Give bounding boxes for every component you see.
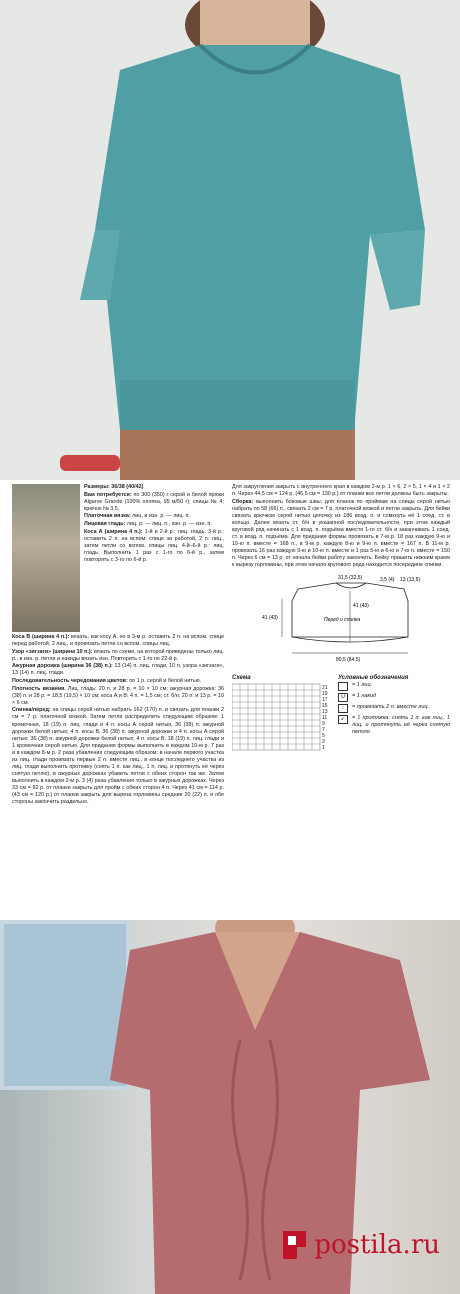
dim-side: 41 (43) <box>262 615 278 622</box>
lace-heading: Ажурная дорожка (ширина 36 (38) п.): <box>12 663 113 670</box>
dim-center: 41 (43) <box>353 603 369 610</box>
body-heading: Спинка/перед: <box>12 707 51 714</box>
chart-row-number: 21 <box>322 685 328 692</box>
top-photo-blue-sweater <box>0 0 460 480</box>
chart-row-number: 3 <box>322 739 325 746</box>
garter-heading: Платочная вязка: <box>84 513 131 520</box>
chart-row-number: 5 <box>322 733 325 740</box>
chart-row-number: 19 <box>322 691 328 698</box>
materials-heading: Вам потребуется: <box>84 491 132 498</box>
materials-text: по 300 (350) г серой и белой пряжи Algarve Grande (100% хлопка, 95 м/50 г); спицы № 4; крючок № 3,5. <box>84 491 224 512</box>
color-text: по 1 р. серой и белой нитью. <box>129 678 202 685</box>
legend <box>338 675 450 755</box>
legend-item <box>338 693 450 702</box>
postila-logo-icon <box>280 1228 310 1262</box>
gauge-heading: Плотность вязания. <box>12 685 66 692</box>
skp-icon: ↙ <box>338 715 348 724</box>
chart-grid <box>232 682 332 752</box>
legend-title: Условные обозначения <box>338 675 409 682</box>
gauge-text: Лиц. гладь: 20 п. и 28 р. = 10 × 10 см; ажурная дорожка: 36 (38) п. и 28 р. = 18,5 (19,5) × 10 см; коса А и В: 4 п. = 1,5 см; ст. б/н: 20 п. и 13 р. = 10 × 6 см. <box>12 685 224 706</box>
model-thumbnail <box>12 484 80 632</box>
garter-text: лиц. и изн. р. — лиц. п. <box>132 513 190 520</box>
cable-a-text: 1-й и 2-й р.: лиц. гладь. 3-й р.: оставить 2 п. на вспом. спице за работой, 2 п. лиц., затем петли со вспом. спицы лиц. 4-й–6-й р.: лиц. гладь. Выполнить 1 раз с 1-го по 6-й р., затем повторять с 3-го по 6-й р. <box>84 528 224 563</box>
legend-text: = провязать 2 п. вместе лиц. <box>352 704 430 711</box>
pattern-left-column <box>12 484 224 807</box>
yarn-over-icon: U <box>338 693 348 702</box>
cable-b-text: вязать, как косу А, но в 3-м р. оставить 2 п. на вспом. спице перед работой, 2 лиц., и провязать петли со вспом. спицы лиц. <box>12 634 224 648</box>
chart-row-number: 15 <box>322 703 328 710</box>
body-text: на спицы серой нитью набрать 162 (170) п. и связать для планки 2 см = 7 р. платочной вязкой. Затем петли распределить следующим образом: 1 кромочная, 18 (19) п. лиц. глади и 4 п. косы А серой нитью, 36 (38) п. ажурной дорожки белой нитью; 4 п. косы В, 36 (38) п. ажурной дорожки и 4 п. косы А серой нитью; 36 (38) п. ажурной дорожки белой нитью; 4 п. косы В, 18 (19) п. лиц. глади и 1 кромочная серой нитью. Для придания формы выполнить в каждом 10-м р. 7 раз и в каждом 8-м р. 2 раза убавления следующим образом: в начале первого участка из лиц. глади провязать первые 2 п. вместе лиц., в конце последнего участка из лиц. глади выполнить протяжку (снять 1 п. как лиц., 1 п. лиц. и протянуть её через снятую петлю), в ажурных дорожках убавить петли с обеих сторон так же. Затем выполнить в каждом 2-м р. 3 (4) раза убавления только в ажурных дорожках. Через 33 см = 92 р. от планки закрыть для пройм с обеих сторон 4 п. Через 41 см = 114 р. (43 см = 120 р.) от планки закрыть для выреза горловины средние 20 (22) п. и обе стороны закончить раздельно. <box>12 707 225 806</box>
color-heading: Последовательность чередования цветов: <box>12 678 128 685</box>
sweater-illustration <box>0 0 460 480</box>
stockinette-heading: Лицевая гладь: <box>84 521 126 528</box>
neck-text: Для закругления закрыть с внутреннего края в каждом 2-м р. 1 × 6, 2 × 5, 1 × 4 и 1 × 2 п. Через 44,5 см = 124 р. (46,5 см = 130 р.) от планки все петли должны быть закрыты. <box>232 484 450 498</box>
pattern-document <box>0 480 460 920</box>
chart-row-number: 9 <box>322 721 325 728</box>
dim-bottom: 80,5 (84,5) <box>336 657 361 664</box>
dim-sleeve-a: 3,5 (4) <box>380 577 395 584</box>
zigzag-heading: Узор «зигзаги» (ширина 10 п.): <box>12 648 93 655</box>
dim-sleeve-b: 13 (13,5) <box>400 577 421 584</box>
watermark <box>280 1228 440 1262</box>
cable-b-heading: Коса B (ширина 4 п.): <box>12 634 70 640</box>
assembly-text: выполнить боковые швы; для планок по проймам на спицы серой нитью набрать по 58 (66) п., связать 2 см = 7 р. платочной вязкой и петли закрыть. Для бейки связать крючком серой нитью цепочку из 186 возд. п. и сомкнуть её 1 соед. ст. в кольцо. Далее вязать ст. б/н в указанной последовательности, при этом каждый круговой ряд начинать с 1 возд. п. подъёма вместо 1-го ст. б/н и заканчивать 1 соед. ст. в возд. п. подъёма. Для придания формы провязать в 7-м р. 18 раз каждую 9-ю и 10-ю п. вместе = 168 п., в 9-м р. каждую 8-ю и 9-ю п. вместе = 167 п. В 11-м р. провязать 16 раз каждую 9-ю и 10-ю п. вместе и 1 раз 5-ю и 6-ю и 7-ю п. вместе = 150 п. Через 6 см = 13 р. от начала бейки работу закончить. Бейку пришить нижним краем к вырезу горловины, при этом начало кругового ряда находится посередине спинки. <box>232 498 451 569</box>
cable-a-heading: Коса А (ширина 4 п.): <box>84 528 143 535</box>
pattern-right-column <box>232 484 450 755</box>
lace-text: 13 (14) п. лиц. глади, 10 п. узора «зигзаги», 13 (14) п. лиц. глади. <box>12 663 225 677</box>
chart-row-number: 17 <box>322 697 328 704</box>
assembly-heading: Сборка: <box>232 498 254 505</box>
stitch-chart <box>232 675 332 755</box>
legend-text: = 1 лиц. <box>352 682 373 689</box>
legend-item <box>338 682 450 691</box>
sizes-text: Размеры: 36/38 (40/42) <box>84 484 144 490</box>
zigzag-text: вязать по схеме, на которой приведены только лиц. р., в изн. р. петли и накиды вязать изн. Повторить с 1-го по 22-й р. <box>12 648 224 662</box>
knit-symbol-icon <box>338 682 348 691</box>
legend-item <box>338 704 450 713</box>
chart-row-number: 13 <box>322 709 328 716</box>
legend-text: = 1 накид <box>352 693 377 700</box>
stockinette-text: лиц. р. — лиц. п., изн. р. — изн. п. <box>126 521 212 528</box>
watermark-text: postila.ru <box>314 1230 440 1260</box>
legend-item <box>338 715 450 736</box>
dim-top: 31,5 (32,5) <box>338 575 363 582</box>
garment-schematic <box>232 571 450 671</box>
k2tog-icon: ↓ <box>338 704 348 713</box>
chart-row-number: 7 <box>322 727 325 734</box>
schema-title: Схема <box>232 675 251 682</box>
chart-row-number: 1 <box>322 745 325 752</box>
legend-text: = 1 протяжка: снять 1 п. как лиц., 1 лиц. и протянуть её через снятую петлю <box>352 715 450 736</box>
piece-label: Перед и спинка <box>324 617 361 624</box>
chart-row-number: 11 <box>322 715 328 722</box>
